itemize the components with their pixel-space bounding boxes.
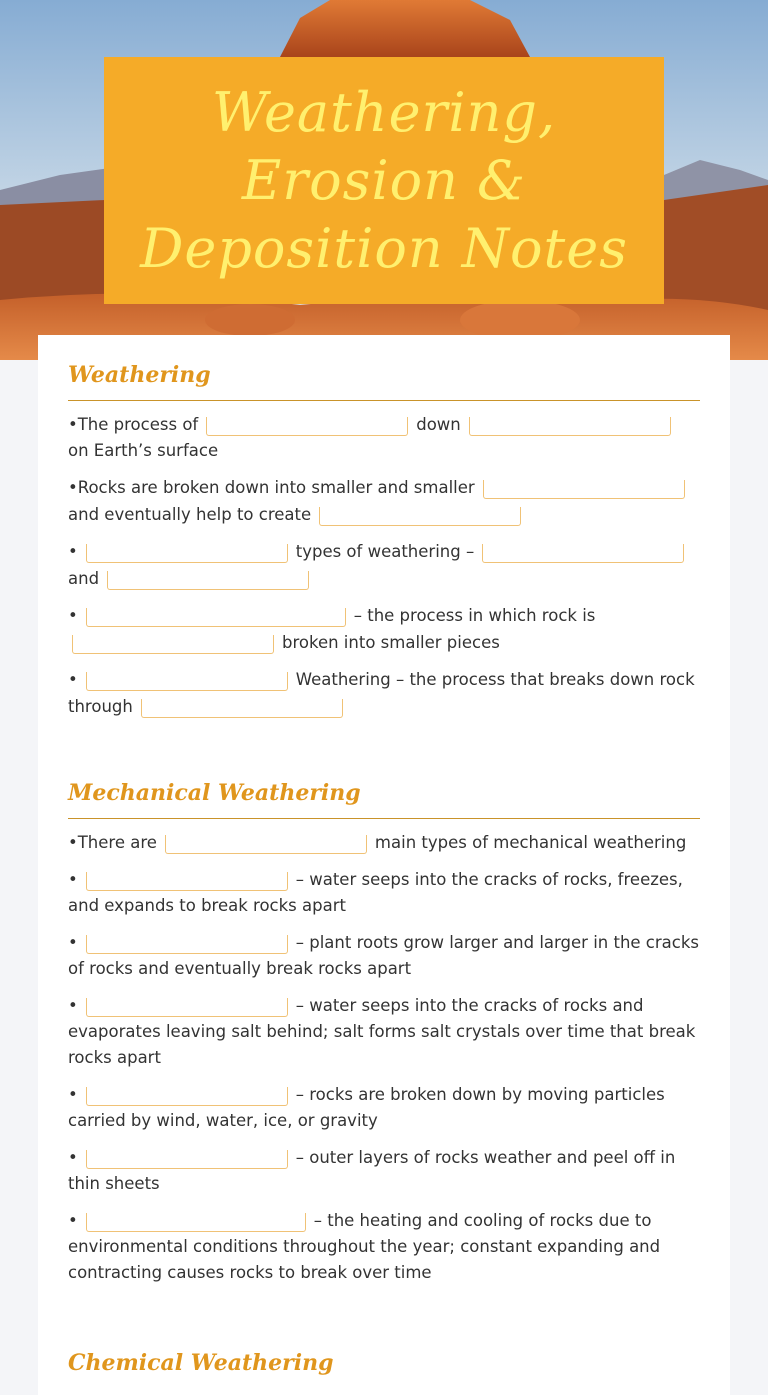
fill-in-blank[interactable]	[86, 1087, 288, 1106]
note-line: • – the process in which rock is broken into smaller pieces	[68, 606, 596, 652]
fill-in-blank[interactable]	[72, 635, 274, 654]
divider	[68, 818, 700, 819]
note-line: • – water seeps into the cracks of rocks and evaporates leaving salt behind; salt forms salt crystals over time that break rocks apart	[68, 996, 696, 1067]
fill-in-blank[interactable]	[86, 935, 288, 954]
fill-in-blank[interactable]	[482, 544, 684, 563]
fill-in-blank[interactable]	[86, 872, 288, 891]
note-line: • – water seeps into the cracks of rocks, freezes, and expands to break rocks apart	[68, 870, 683, 915]
note-line: • Weathering – the process that breaks down rock through	[68, 670, 695, 716]
fill-in-blank[interactable]	[86, 1213, 306, 1232]
note-line: • – the heating and cooling of rocks due to environmental conditions throughout the year; constant expanding and contracting causes rocks to break over time	[68, 1211, 661, 1282]
note-line: •Rocks are broken down into smaller and smaller and eventually help to create	[68, 474, 700, 528]
section-heading: Weathering	[68, 362, 211, 388]
section-chemical-weathering	[38, 1348, 730, 1378]
note-line: • – rocks are broken down by moving particles carried by wind, water, ice, or gravity	[68, 1085, 665, 1130]
notes-card	[38, 335, 730, 1395]
fill-in-blank[interactable]	[107, 571, 309, 590]
note-line: • – plant roots grow larger and larger in the cracks of rocks and eventually break rocks apart	[68, 933, 699, 978]
fill-in-blank[interactable]	[206, 417, 408, 436]
fill-in-blank[interactable]	[86, 544, 288, 563]
fill-in-blank[interactable]	[86, 672, 288, 691]
fill-in-blank[interactable]	[141, 699, 343, 718]
fill-in-blank[interactable]	[483, 480, 685, 499]
note-line: • – outer layers of rocks weather and peel off in thin sheets	[68, 1148, 676, 1193]
note-line: •The process of down on Earth’s surface	[68, 411, 700, 464]
section-weathering	[38, 335, 730, 720]
fill-in-blank[interactable]	[469, 417, 671, 436]
divider	[68, 400, 700, 401]
fill-in-blank[interactable]	[86, 1150, 288, 1169]
section-mechanical-weathering	[38, 778, 730, 1286]
fill-in-blank[interactable]	[319, 507, 521, 526]
title-banner	[104, 57, 664, 304]
fill-in-blank[interactable]	[165, 835, 367, 854]
page-title: Weathering, Erosion & Deposition Notes	[140, 80, 628, 280]
section-heading: Chemical Weathering	[68, 1350, 334, 1376]
section-heading: Mechanical Weathering	[68, 780, 361, 806]
fill-in-blank[interactable]	[86, 998, 288, 1017]
note-line: • types of weathering – and	[68, 538, 700, 592]
fill-in-blank[interactable]	[86, 608, 346, 627]
note-line: •There are main types of mechanical weathering	[68, 833, 687, 852]
